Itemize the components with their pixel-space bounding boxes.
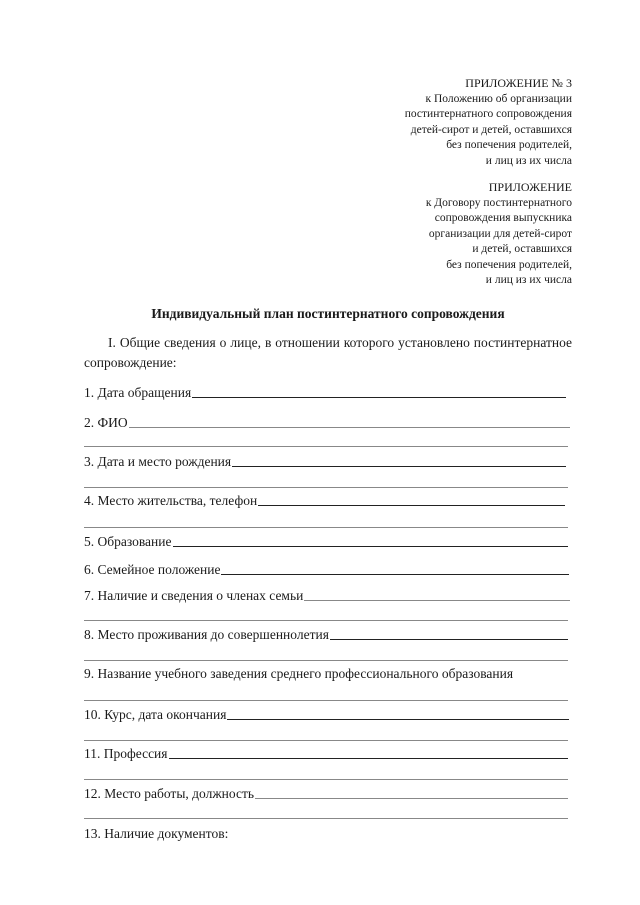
appendix-line: к Положению об организации xyxy=(425,92,572,105)
field-label: 13. Наличие документов: xyxy=(84,826,229,841)
field-label: 8. Место проживания до совершеннолетия xyxy=(84,627,329,642)
appendix-line: детей-сирот и детей, оставшихся xyxy=(410,123,572,136)
fill-line[interactable] xyxy=(129,427,570,428)
field-label: 4. Место жительства, телефон xyxy=(84,493,258,508)
fill-line[interactable] xyxy=(232,466,566,467)
fill-line[interactable] xyxy=(255,798,568,799)
appendix-heading: ПРИЛОЖЕНИЕ xyxy=(488,180,572,194)
field-profession xyxy=(84,744,568,762)
field-full-name xyxy=(84,413,570,431)
fill-line-extra[interactable] xyxy=(84,818,568,819)
field-family-members xyxy=(84,586,570,604)
fill-line[interactable] xyxy=(330,639,568,640)
fill-line[interactable] xyxy=(192,397,566,398)
field-label: 11. Профессия xyxy=(84,746,168,761)
field-label: 10. Курс, дата окончания xyxy=(84,707,227,722)
fill-line[interactable] xyxy=(304,600,570,601)
appendix-line: и лиц из их числа xyxy=(485,154,572,167)
fill-line-extra[interactable] xyxy=(84,700,568,701)
fill-line-extra[interactable] xyxy=(84,527,568,528)
document-title: Индивидуальный план постинтернатного сопровождения xyxy=(151,306,505,321)
field-label: 2. ФИО xyxy=(84,415,128,430)
field-residence-before-adulthood xyxy=(84,625,568,643)
appendix-line: без попечения родителей, xyxy=(446,258,572,271)
field-birth-date-place xyxy=(84,452,566,470)
field-label: 3. Дата и место рождения xyxy=(84,454,232,469)
field-label: 7. Наличие и сведения о членах семьи xyxy=(84,588,304,603)
fill-line-extra[interactable] xyxy=(84,660,568,661)
appendix-block-regulation xyxy=(332,76,572,169)
field-workplace-position xyxy=(84,784,568,802)
section-intro: I. Общие сведения о лице, в отношении которого установлено постинтернатное сопровождение: xyxy=(84,335,572,370)
appendix-line: к Договору постинтернатного xyxy=(425,196,572,209)
appendix-line: и детей, оставшихся xyxy=(472,243,572,255)
field-label: 6. Семейное положение xyxy=(84,562,221,577)
field-label: 9. Название учебного заведения среднего профессионального образования xyxy=(84,666,514,681)
appendix-heading: ПРИЛОЖЕНИЕ № 3 xyxy=(465,76,572,90)
fill-line[interactable] xyxy=(173,546,569,547)
fill-line[interactable] xyxy=(221,574,569,575)
field-documents xyxy=(84,824,568,842)
field-application-date xyxy=(84,383,566,401)
field-label: 5. Образование xyxy=(84,534,172,549)
fill-line-extra[interactable] xyxy=(84,446,568,447)
appendix-line: и лиц из их числа xyxy=(485,274,572,286)
field-college-name xyxy=(84,664,574,682)
appendix-line: без попечения родителей, xyxy=(446,139,572,151)
fill-line[interactable] xyxy=(258,505,565,506)
field-label: 1. Дата обращения xyxy=(84,385,192,400)
fill-line-extra[interactable] xyxy=(84,487,568,488)
fill-line[interactable] xyxy=(169,758,569,759)
fill-line-extra[interactable] xyxy=(84,740,568,741)
fill-line[interactable] xyxy=(227,719,569,720)
appendix-line: постинтернатного сопровождения xyxy=(404,108,572,120)
field-education xyxy=(84,532,568,550)
field-marital-status xyxy=(84,560,569,578)
fill-line-extra[interactable] xyxy=(84,779,568,780)
field-residence-phone xyxy=(84,491,565,509)
appendix-block-contract xyxy=(332,180,572,289)
appendix-line: сопровождения выпускника xyxy=(434,212,572,224)
field-label: 12. Место работы, должность xyxy=(84,786,255,801)
appendix-line: организации для детей-сирот xyxy=(428,227,572,240)
fill-line-extra[interactable] xyxy=(84,620,568,621)
field-course-graduation-date xyxy=(84,705,569,723)
